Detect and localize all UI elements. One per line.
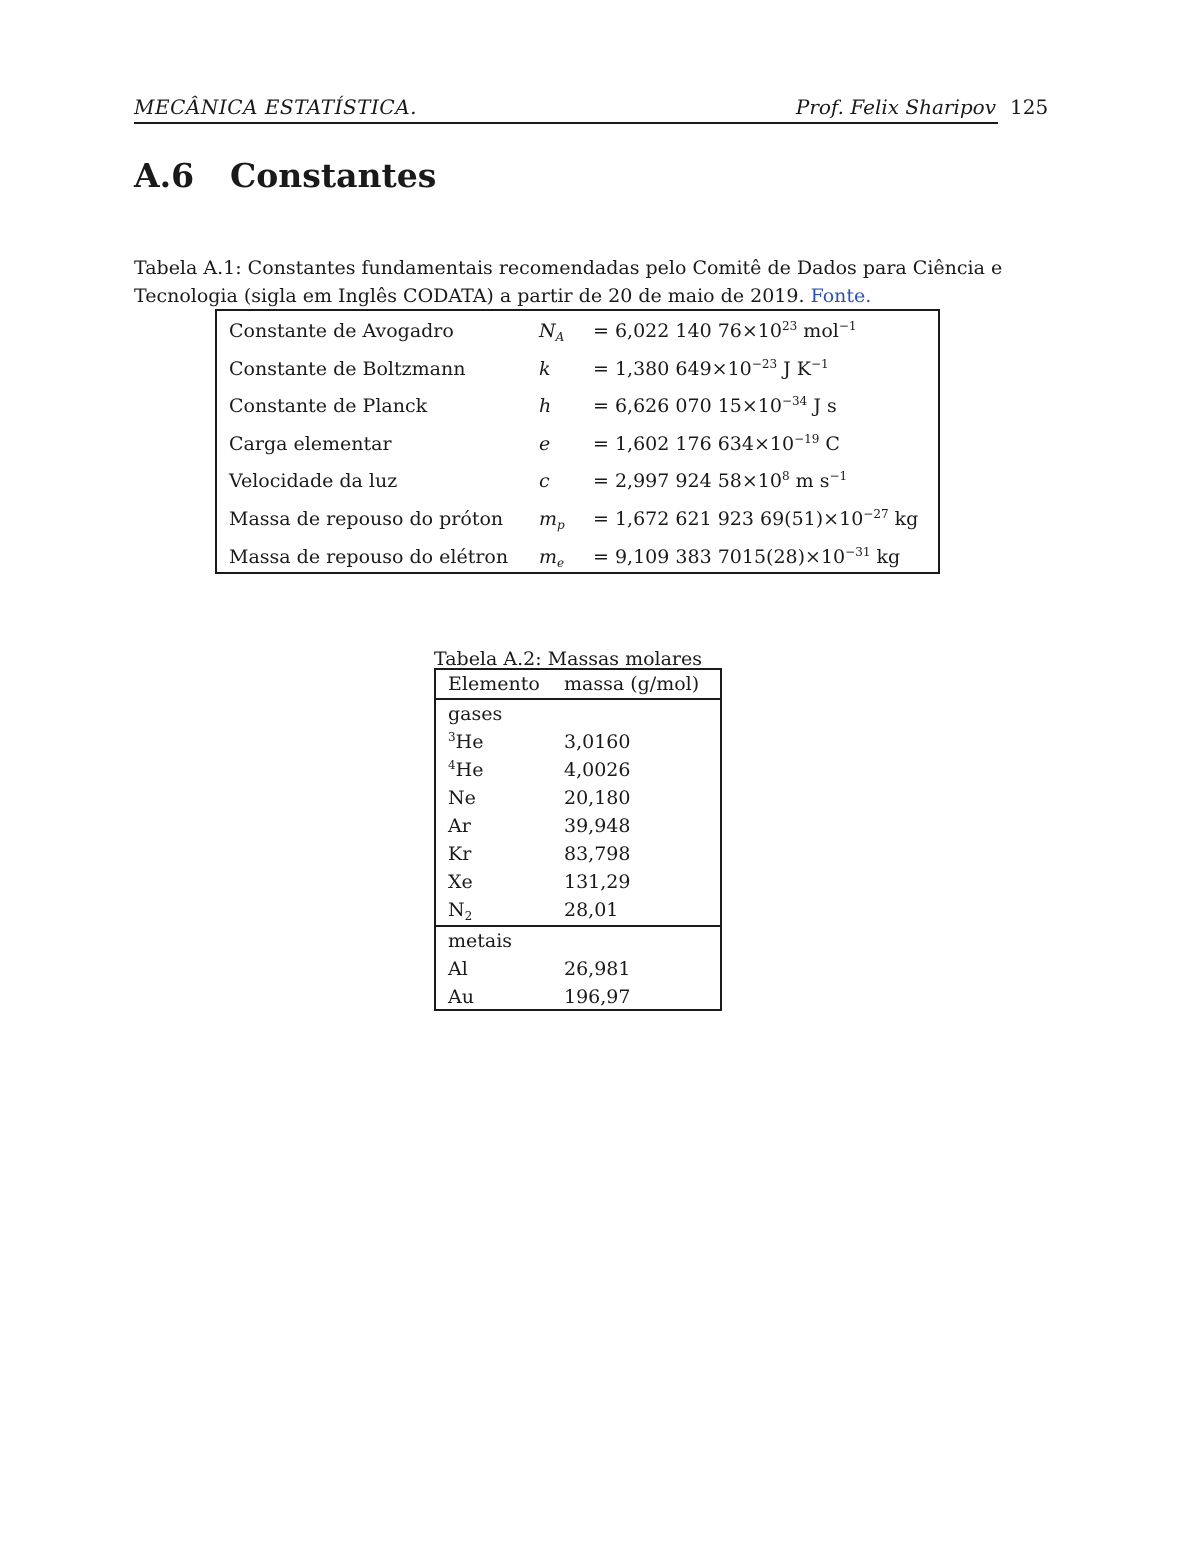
element-cell [448,955,468,983]
unit-exponent: −1 [829,469,848,484]
running-header [134,92,998,124]
constants-table [215,309,940,574]
page-number: 125 [1010,95,1049,119]
unit-exponent: −1 [838,319,857,333]
constant-unit: m s [789,470,830,493]
section-number: A.6 [134,156,195,195]
element-symbol: Xe [448,871,473,893]
constant-symbol: e [539,432,551,455]
molar-mass-cell: 196,97 [564,986,631,1008]
element-symbol: He [455,759,484,781]
table-row [436,896,720,924]
element-symbol: Au [448,986,474,1008]
constant-symbol: $N_A$ [539,320,565,344]
value-exponent: 8 [781,469,790,484]
table-row [436,728,720,756]
element-symbol: Al [448,958,468,980]
value-exponent: 23 [781,319,798,333]
symbol-subscript: A [555,330,565,344]
constant-name: Carga elementar [229,432,392,455]
constant-value: = 2,997 924 $58\times 10^8$ m $s^{-1}$ [593,469,848,493]
table-row [217,425,938,463]
symbol-subscript: p [557,518,565,532]
element-cell [448,896,472,924]
table-row [436,840,720,868]
group-label [436,927,720,955]
constant-name: Constante de Avogadro [229,320,454,342]
symbol-subscript: e [557,555,565,570]
element-cell [448,983,474,1011]
constant-symbol: $m_p$ [539,508,565,532]
value-exponent: −34 [781,394,808,409]
element-symbol: Ar [448,815,471,837]
element-cell [448,840,471,868]
constant-name: Massa de repouso do próton [229,508,504,530]
table1-caption-text: Tabela A.1: Constantes fundamentais recomendadas pelo Comitê de Dados para Ciência e Tecnologia (sigla em Inglês CODATA) a partir de 20 de maio de 2019. [134,257,1003,307]
element-symbol: N [448,899,465,921]
table-row [217,387,938,425]
source-link[interactable]: Fonte. [810,285,872,307]
constant-unit: J K [777,357,811,380]
constant-unit: mol [797,320,839,342]
author-name: Prof. Felix Sharipov [795,95,996,119]
value-exponent: −31 [845,544,871,559]
table-row [436,784,720,812]
element-cell [448,868,473,896]
constant-name: Constante de Boltzmann [229,357,466,380]
table-row [217,462,938,500]
molar-mass-cell: 39,948 [564,815,631,837]
group-label [436,700,720,728]
table-row [436,983,720,1011]
molar-mass-table [434,668,722,1011]
table-row [436,868,720,896]
table2-caption: Tabela A.2: Massas molares [434,648,703,670]
constant-symbol: c [539,470,550,493]
table-row [217,350,938,388]
element-cell [448,756,483,784]
section-heading: Constantes [230,156,437,195]
constant-value: = 6,626 070 $15\times 10^{-34}$ J s [593,394,837,418]
constant-value: = 1,672 621 923 $69(51)\times 10^{-27}$ kg [593,507,919,530]
constant-name: Massa de repouso do elétron [229,545,509,568]
table-row [217,538,938,576]
constant-value: = 9,109 383 $7015(28)\times 10^{-31}$ kg [593,544,901,568]
constant-name: Constante de Planck [229,395,428,418]
constant-symbol: h [539,395,552,418]
element-symbol: Ne [448,787,476,809]
column-header-mass: massa (g/mol) [564,673,700,695]
constant-name: Velocidade da luz [229,470,398,493]
table-row [217,312,938,350]
constant-value: = 1,380 $649\times 10^{-23}$ J $K^{-1}$ [593,356,829,380]
element-symbol: He [455,731,484,753]
isotope-number: 3 [448,730,456,744]
molar-mass-cell: 4,0026 [564,759,631,781]
isotope-number: 4 [448,758,456,772]
constant-unit: kg [888,508,919,530]
group-label-text: metais [448,930,513,952]
constant-unit: kg [870,545,901,568]
element-cell [448,728,483,756]
value-exponent: −19 [794,431,820,446]
constant-value: = 1,602 176 $634\times 10^{-19}$ C [593,431,840,455]
value-exponent: −23 [751,356,778,371]
running-title: MECÂNICA ESTATÍSTICA. [134,95,418,119]
constant-symbol: k [539,357,551,380]
molar-mass-cell: 20,180 [564,787,631,809]
molar-mass-cell: 28,01 [564,899,619,921]
constant-unit: C [819,432,840,455]
molar-mass-cell: 131,29 [564,871,631,893]
constant-unit: J s [807,395,837,418]
element-subscript: 2 [464,909,473,923]
table-row [436,756,720,784]
value-exponent: −27 [863,507,889,521]
table1-caption [134,254,1034,310]
unit-exponent: −1 [810,356,829,371]
molar-mass-cell: 3,0160 [564,731,631,753]
element-symbol: Kr [448,843,472,865]
table-header-row [436,670,720,700]
molar-mass-cell: 83,798 [564,843,631,865]
section-title [134,152,436,200]
table-row [436,955,720,983]
element-cell [448,812,471,840]
group-label-text: gases [448,703,503,725]
molar-mass-cell: 26,981 [564,958,631,980]
element-cell [448,784,476,812]
table-row [436,812,720,840]
column-header-element: Elemento [448,673,540,695]
table-row [217,500,938,538]
constant-symbol: $m_e$ [539,545,565,570]
constant-value: = 6,022 140 $76\times 10^{23}$ mol$^{-1}$ [593,319,857,342]
